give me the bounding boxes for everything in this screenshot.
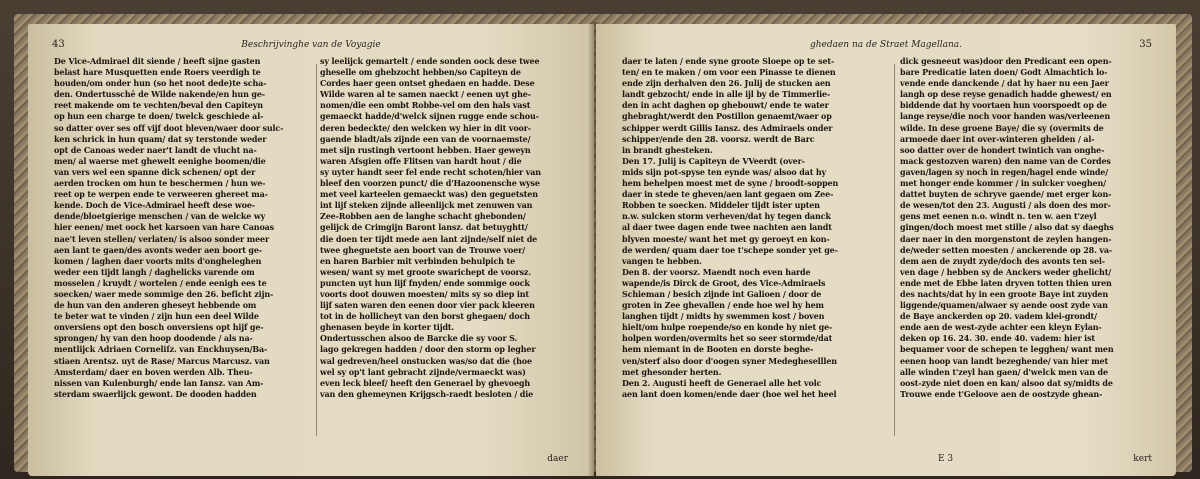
text-line: gemaeckt hadde/d'welck sijnen rugge ende schou- bbox=[320, 111, 539, 122]
text-line: Robben te soecken. Middeler tijdt ister upten bbox=[622, 200, 820, 211]
text-line: bleef den voorzen punct/ die d'Hazoonensche wyse bbox=[320, 178, 540, 189]
text-line: deren bedeckte/ den welcken wy hier in dit voor- bbox=[320, 122, 531, 133]
text-line: gens met eenen n.o. windt n. ten w. aen t'zeyl bbox=[900, 211, 1097, 222]
text-line: lago gekregen hadden / door den storm op legher bbox=[320, 344, 536, 355]
text-line: lange reyse/die noch voor handen was/verleenen bbox=[900, 111, 1111, 122]
text-line: opt de Canoas weder naer't landt de vlucht na- bbox=[54, 144, 257, 155]
text-line: de werden/ quam daer toe t'schepe sonder yet ge- bbox=[622, 244, 838, 255]
text-line: reet makende om te vechten/beval den Capiteyn bbox=[54, 100, 263, 111]
text-line: wilde. In dese groene Baye/ die sy (overmits de bbox=[900, 122, 1104, 133]
text-line: Den 2. Augusti heeft de Generael alle het volc bbox=[622, 377, 822, 388]
right-column-1 bbox=[622, 56, 877, 450]
text-line: en haren Barbier mit verbinden behulpich te bbox=[320, 255, 515, 266]
text-line: die doen ter tijdt mede aen lant zijnde/self niet de bbox=[320, 233, 538, 244]
right-page-header bbox=[620, 38, 1152, 52]
text-line: tot in de hollicheyt van den borst ghegaen/ doch bbox=[320, 311, 530, 322]
text-line: soo datter over de hondert twintich van onghe- bbox=[900, 144, 1105, 155]
text-line: nae't leven stellen/ verlaten/ is alsoo sonder meer bbox=[54, 233, 270, 244]
text-line: langhen tijdt / midts hy swemmen kost / boven bbox=[622, 311, 825, 322]
text-line: alle winden t'zeyl han gaen/ d'welck men van de bbox=[900, 366, 1108, 377]
text-line: reet op te werpen ende te verweeren ghereet ma- bbox=[54, 189, 268, 200]
right-running-title: ghedaen na de Straet Magellana. bbox=[809, 40, 963, 50]
text-line: ven/sterf also door d'oogen syner Medegheselllen bbox=[622, 355, 837, 366]
text-line: biddende dat hy voortaen hun voorspoedt op de bbox=[900, 100, 1107, 111]
text-line: nomen/die een ombt Robbe-vel om den hals vast bbox=[320, 100, 531, 111]
text-line: bare Predicatie laten doen/ Godt Almachtich lo- bbox=[900, 67, 1108, 78]
text-line: mosselen / kruydt / wortelen / ende eenigh ees te bbox=[54, 277, 267, 288]
left-page-header bbox=[52, 38, 570, 52]
left-column-2 bbox=[320, 56, 575, 450]
text-line: ende met de Ebbe laten dryven totten thien uren bbox=[900, 277, 1112, 288]
text-line: vangen te hebben. bbox=[622, 255, 702, 266]
text-line: gelijck de Crimgijn Baront lansz. dat betuyghtt/ bbox=[320, 222, 528, 233]
column-rule bbox=[316, 64, 317, 436]
text-line: dattet buyten de schryve gaende/ met erger kon- bbox=[900, 189, 1112, 200]
open-book bbox=[14, 14, 1192, 472]
text-line: met sijn rustingh vertoont hebben. Haer geweyn bbox=[320, 144, 531, 155]
text-line: hier eenen/ met oock het karsoen van hare Canoas bbox=[54, 222, 275, 233]
text-line: deken op 16. 24. 30. ende 40. vadem: hier ist bbox=[900, 333, 1095, 344]
text-line: de/weder setten moesten / anckerende op 28. va- bbox=[900, 244, 1113, 255]
text-line: wesen/ want sy met groote swarichept de voorsz. bbox=[320, 266, 531, 277]
text-line: gaende bladt/als zijnde een van de voornaemste/ bbox=[320, 133, 531, 144]
right-column-2 bbox=[900, 56, 1155, 450]
text-line: houden/om onder hun (so het noot dede)te scha- bbox=[54, 78, 267, 89]
left-catchword: daer bbox=[547, 454, 568, 464]
text-line: ken schrick in hun quam/ dat sy terstonde weder bbox=[54, 133, 267, 144]
text-line: sy uyter handt seer fel ende recht schoten/hier van bbox=[320, 166, 541, 177]
text-line: sterdam swaerlijck gewont. De dooden hadden bbox=[54, 388, 257, 399]
text-line: langh op dese reyse genadich hadde ghewest/ en bbox=[900, 89, 1112, 100]
text-line: Den 8. der voorsz. Maendt noch even harde bbox=[622, 266, 811, 277]
text-line: weder een tijdt langh / daghelicks varende om bbox=[54, 266, 255, 277]
text-line: liggende/quamen/alwaer sy aende oost zyde van bbox=[900, 300, 1108, 311]
text-line: hem niemant in de Booten en dorste beghe- bbox=[622, 344, 814, 355]
text-line: aen lant doen komen/ende daer (hoe wel het heel bbox=[622, 388, 837, 399]
text-line: Zee-Robben aen de langhe schacht ghebonden/ bbox=[320, 211, 526, 222]
text-line: nissen van Kulenburgh/ ende lan Iansz. van Am- bbox=[54, 377, 264, 388]
text-line: den. Ondertusschē de Wilde nakende/en hun ge- bbox=[54, 89, 265, 100]
text-line: de Baye anckerden op 20. vadem klei-grondt/ bbox=[900, 311, 1097, 322]
text-line: Schieman / besich zijnde int Galioen / door de bbox=[622, 288, 822, 299]
text-line: kende. Doch de Vice-Admirael heeft dese woe- bbox=[54, 200, 255, 211]
left-page-number: 43 bbox=[52, 39, 65, 50]
text-line: onversiens opt den bosch onversiens opt hijf ge- bbox=[54, 322, 264, 333]
text-line: te beter wat te vinden / zijn hun een deel Wilde bbox=[54, 311, 259, 322]
text-line: holpen worden/overmits het so seer stormde/dat bbox=[622, 333, 833, 344]
column-rule bbox=[894, 64, 895, 436]
text-line: wel sy op't lant gebracht zijnde/vermaeckt was) bbox=[320, 366, 526, 377]
text-line: ende aen de west-zyde achter een kleyn Eylan- bbox=[900, 322, 1102, 333]
text-line: groten in Zee ghevallen / ende hoe wel hy hem bbox=[622, 300, 824, 311]
text-line: daer te laten / ende syne groote Sloepe op te set- bbox=[622, 56, 835, 66]
text-line: sprongen/ hy van den hoop doodende / als na- bbox=[54, 333, 253, 344]
text-line: twee gheguetste aen boort van de Trouwe voer/ bbox=[320, 244, 526, 255]
text-line: al daer twee dagen ende twee nachten aen landt bbox=[622, 222, 832, 233]
right-catchword: kert bbox=[1133, 454, 1152, 464]
text-line: van den ghemeynen Krijgsch-raedt besloten / die bbox=[320, 388, 534, 399]
text-line: n.w. sulcken storm verheven/dat hy tegen danck bbox=[622, 211, 831, 222]
text-line: schipper werdt Gillis Iansz. des Admiraels onder bbox=[622, 122, 833, 133]
text-line: even leck bleef/ heeft den Generael by ghevoegh bbox=[320, 377, 531, 388]
text-line: ende zijn derhalven den 26. Julij de stucken aen bbox=[622, 78, 831, 89]
left-text-columns bbox=[54, 56, 572, 450]
text-line: daer in stede te gheven/aen lant gegaen om Zee- bbox=[622, 189, 834, 200]
text-line: waren Afsgien offe Flitsen van hardt hout / die bbox=[320, 155, 522, 166]
text-line: Wilde waren al te samen naeckt / eenen uyt ghe- bbox=[320, 89, 531, 100]
text-line: komen / laghen daer voorts mits d'ongheleghen bbox=[54, 255, 262, 266]
text-line: de wesen/tot den 23. Augusti / als doen des mor- bbox=[900, 200, 1111, 211]
left-column-1 bbox=[54, 56, 309, 450]
text-line: bequamer voor de schepen te legghen/ want men bbox=[900, 344, 1114, 355]
text-line: gaven/lagen sy noch in regen/hagel ende winde/ bbox=[900, 166, 1109, 177]
text-line: lijf saten waren den eenen door vier pack kleeren bbox=[320, 300, 535, 311]
text-line: ven dage / hebben sy de Anckers weder ghelicht/ bbox=[900, 266, 1112, 277]
text-line: wapende/is Dirck de Groot, des Vice-Admiraels bbox=[622, 277, 826, 288]
text-line: dem aen de zuydt zyde/doch des avonts ten sel- bbox=[900, 255, 1105, 266]
text-line: met honger ende kommer / in sulcker voeghen/ bbox=[900, 178, 1106, 189]
text-line: van vers wel een spanne dick schenen/ opt der bbox=[54, 166, 256, 177]
right-page-number: 35 bbox=[1139, 39, 1152, 50]
text-line: ghebraght/werdt den Postillon genaemt/waer op bbox=[622, 111, 832, 122]
text-line: int lijf steken zijnde alleenlijck met zenuwen van bbox=[320, 200, 533, 211]
text-line: De Vice-Admirael dit siende / heeft sijne gasten bbox=[54, 56, 261, 66]
text-line: hem behelpen moest met de syne / broodt-soppen bbox=[622, 178, 839, 189]
right-text-columns bbox=[622, 56, 1154, 450]
text-line: eenen hoop van landt bezeghende/ van hier met bbox=[900, 355, 1109, 366]
right-page bbox=[596, 24, 1176, 476]
text-line: aen lant te gaen/des avonts weder aen boort ge- bbox=[54, 244, 262, 255]
text-line: daer naer in den morgenstont de zeylen hangen- bbox=[900, 233, 1112, 244]
text-line: mack gestozven waren) den name van de Cordes bbox=[900, 155, 1111, 166]
text-line: in brandt ghesteken. bbox=[622, 144, 713, 155]
text-line: dende/bloetgierige menschen / van de welcke wy bbox=[54, 211, 266, 222]
left-running-title: Beschrijvinghe van de Voyagie bbox=[241, 40, 381, 50]
text-line: Trouwe ende t'Geloove aen de oostzyde ghean- bbox=[900, 388, 1103, 399]
left-page bbox=[28, 24, 594, 476]
text-line: Ondertusschen alsoo de Barcke die sy voor S. bbox=[320, 333, 518, 344]
text-line: Den 17. Julij is Capiteyn de VVeerdt (over- bbox=[622, 155, 805, 166]
text-line: soecken/ waer mede sommige den 26. beficht zijn- bbox=[54, 288, 274, 299]
text-line: wal gedreven/heel onstucken was/so dat die (hoe bbox=[320, 355, 532, 366]
text-line: dick gesneeut was)door den Predicant een open- bbox=[900, 56, 1112, 66]
text-line: op hun een charge te doen/ twelck geschiede al- bbox=[54, 111, 264, 122]
text-line: de hun van den anderen gheseyt hebbende om bbox=[54, 300, 257, 311]
text-line: armoede daer int over-winteren ghelden / al- bbox=[900, 133, 1095, 144]
text-line: Amsterdam/ daer en boven werden Alb. Theu- bbox=[54, 366, 253, 377]
text-line: vende ende danckende / dat hy haer nu een Jaer bbox=[900, 78, 1109, 89]
text-line: schipper/ende den 28. voorsz. werdt de Barc bbox=[622, 133, 815, 144]
text-line: gingen/doch moest met stille / also dat sy daeghs bbox=[900, 222, 1114, 233]
text-line: blyven moeste/ want het met gy geroeyt en kon- bbox=[622, 233, 830, 244]
text-line: met ghesonder herten. bbox=[622, 366, 722, 377]
text-line: voorts doot douwen moesten/ mits sy so diep int bbox=[320, 288, 529, 299]
text-line: belast hare Musquetten ende Roers veerdigh te bbox=[54, 67, 261, 78]
text-line: aerden trocken om hun te beschermen / hun we- bbox=[54, 178, 266, 189]
text-line: hielt/om hulpe roepende/so en konde hy niet ge- bbox=[622, 322, 833, 333]
text-line: Cordes haer geen ontset ghedaen en hadde. Dese bbox=[320, 78, 535, 89]
text-line: met veel karteelen gemaeckt was) den geguetsten bbox=[320, 189, 538, 200]
text-line: gheselle om ghebzocht hebben/so Capiteyn de bbox=[320, 67, 521, 78]
text-line: des nachts/dat hy in een groote Baye int zuyden bbox=[900, 288, 1109, 299]
text-line: ten/ en te maken / om voor een Pinasse te dienen bbox=[622, 67, 836, 78]
text-line: mids sijn pot-spyse ten eynde was/ alsoo dat hy bbox=[622, 166, 827, 177]
text-line: mentlijck Adriaen Corneliſz. van Enckhuysen/Ba- bbox=[54, 344, 268, 355]
text-line: oost-zyde niet doen en kan/ alsoo dat sy/midts de bbox=[900, 377, 1113, 388]
text-line: so datter over ses off vijf doot bleven/waer door sulc- bbox=[54, 122, 284, 133]
text-line: ghenasen beyde in korter tijdt. bbox=[320, 322, 455, 333]
text-line: puncten uyt hun lijf fnyden/ ende sommige oock bbox=[320, 277, 530, 288]
text-line: men/ al waerse met ghewelt eenighe boomen/die bbox=[54, 155, 266, 166]
text-line: landt gebzocht/ ende in alle ijl by de Timmerlie- bbox=[622, 89, 831, 100]
signature-mark: E 3 bbox=[938, 454, 954, 464]
text-line: stiaen Arentsz. uyt de Rase/ Marcus Marcusz. van bbox=[54, 355, 270, 366]
text-line: den in acht daghen op ghebouwt/ ende te water bbox=[622, 100, 829, 111]
text-line: sy leelijck gemartelt / ende sonden oock dese twee bbox=[320, 56, 540, 66]
